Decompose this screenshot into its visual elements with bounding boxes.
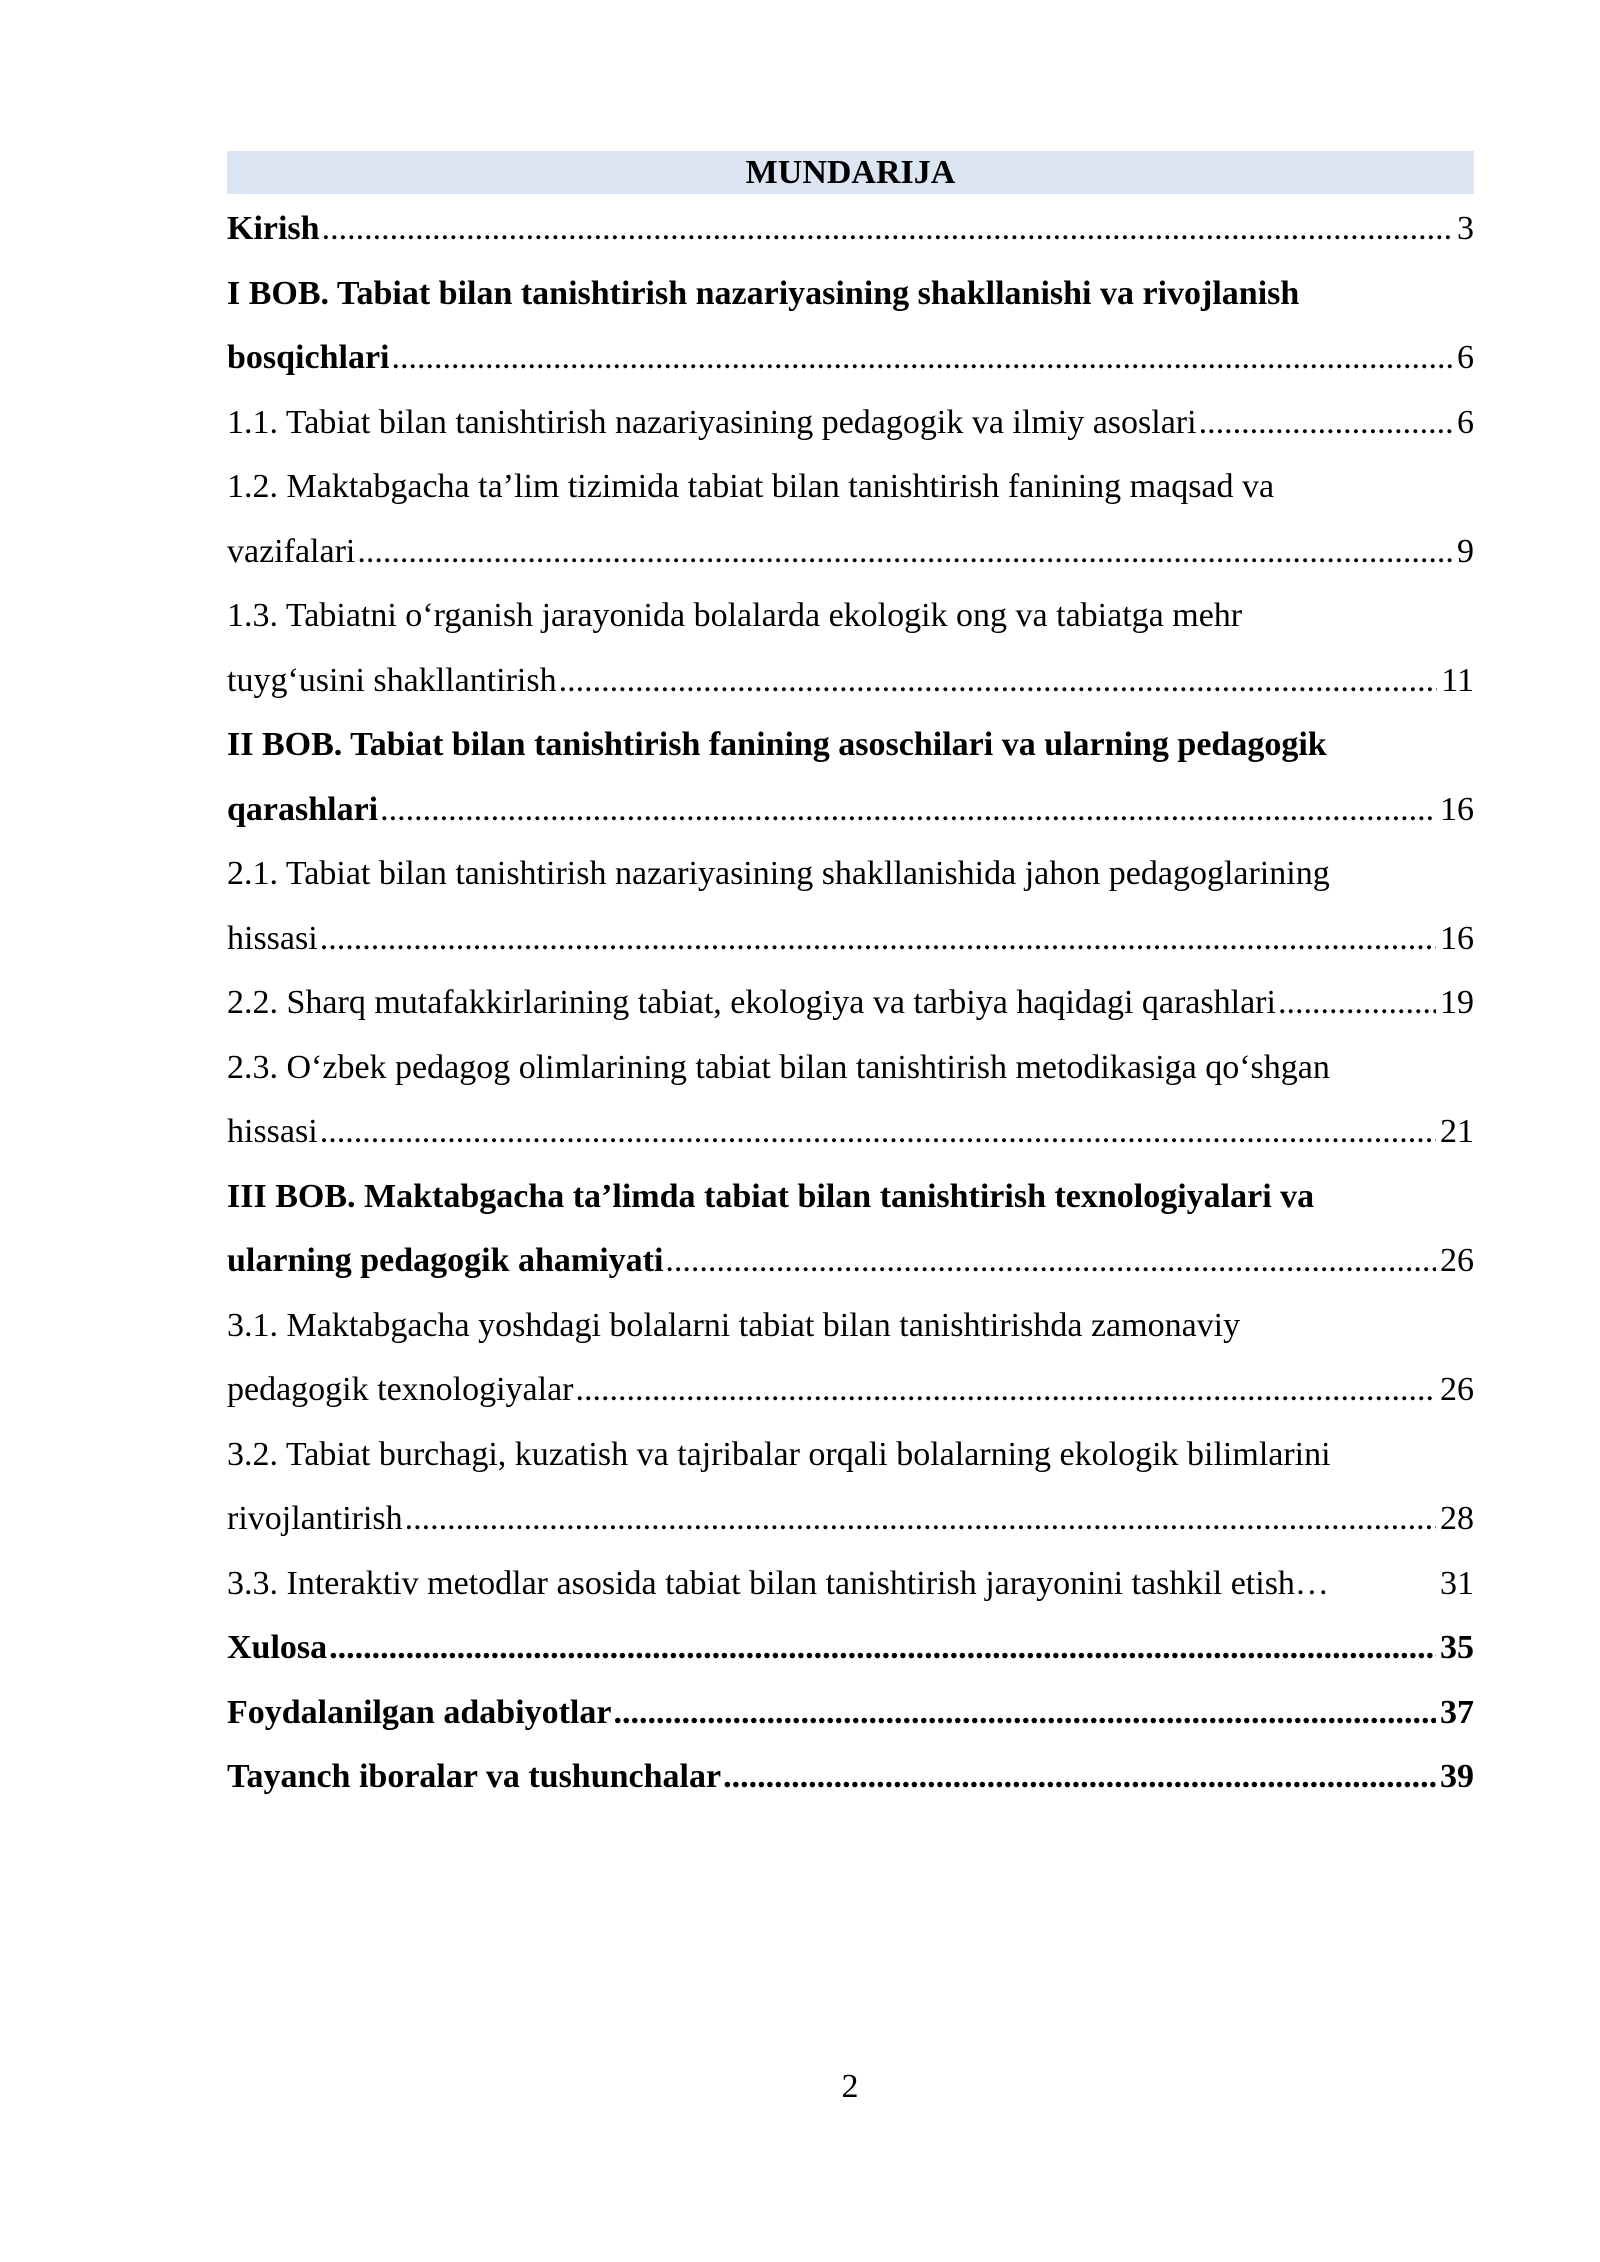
toc-entry-title: vazifalari xyxy=(227,532,356,570)
toc-dot-leader xyxy=(380,778,1436,843)
toc-page-number: 3 xyxy=(1457,210,1474,247)
toc-dot-leader xyxy=(329,1616,1436,1681)
toc-entry-title: pedagogik texnologiyalar xyxy=(227,1371,574,1408)
toc-entry[interactable] xyxy=(227,1036,1474,1165)
toc-page-number: 9 xyxy=(1457,532,1474,570)
toc-entry-title: ularning pedagogik ahamiyati xyxy=(227,1242,664,1279)
toc-entry-leader-line xyxy=(227,1745,1474,1810)
toc-page-number: 16 xyxy=(1440,790,1474,828)
toc-page-number: 6 xyxy=(1457,339,1474,376)
toc-entry-title: Foydalanilgan adabiyotlar xyxy=(227,1693,612,1731)
toc-dot-leader xyxy=(613,1681,1436,1746)
toc-entry-leader-line xyxy=(227,778,1474,843)
toc-entry-leader-line xyxy=(227,1681,1474,1746)
toc-entry[interactable] xyxy=(227,1294,1474,1423)
toc-entry-line: II BOB. Tabiat bilan tanishtirish fanining asoschilari va ularning pedagogik xyxy=(227,726,1327,763)
toc-entry-leader-line xyxy=(227,971,1474,1036)
toc-entry-line: 1.3. Tabiatni oʻrganish jarayonida bolalarda ekologik ong va tabiatga mehr xyxy=(227,597,1243,634)
toc-dot-leader xyxy=(723,1745,1436,1810)
toc-entry-title: Xulosa xyxy=(227,1629,328,1666)
toc-entry-title: hissasi xyxy=(227,1113,318,1150)
page-number: 2 xyxy=(841,2068,859,2105)
toc-entry[interactable] xyxy=(227,262,1474,391)
toc-entry-leader-line xyxy=(227,1100,1474,1165)
toc-entry-title: Tayanch iboralar va tushunchalar xyxy=(227,1758,722,1795)
toc-dot-leader xyxy=(665,1229,1436,1294)
toc-dot-leader xyxy=(320,1100,1436,1165)
toc-entry-line: I BOB. Tabiat bilan tanishtirish nazariyasining shakllanishi va rivojlanish xyxy=(227,274,1300,312)
toc-entry-title: 1.1. Tabiat bilan tanishtirish nazariyasining pedagogik va ilmiy asoslari xyxy=(227,403,1197,441)
toc-page-number: 21 xyxy=(1440,1113,1474,1150)
toc-entry[interactable] xyxy=(227,1681,1474,1746)
toc-entry-title: 3.3. Interaktiv metodlar asosida tabiat bilan tanishtirish jarayonini tashkil etish… xyxy=(227,1564,1329,1602)
toc-entry[interactable] xyxy=(227,971,1474,1036)
toc-entry[interactable] xyxy=(227,842,1474,971)
toc-entry-leader-line xyxy=(227,1616,1474,1681)
toc-dot-leader xyxy=(576,1358,1436,1423)
toc-page-number: 11 xyxy=(1441,661,1474,699)
toc-entry[interactable] xyxy=(227,1552,1474,1617)
toc-entry-line: 3.1. Maktabgacha yoshdagi bolalarni tabiat bilan tanishtirishda zamonaviy xyxy=(227,1306,1241,1344)
toc-entry-leader-line xyxy=(227,1229,1474,1294)
toc-entry-title: rivojlantirish xyxy=(227,1500,403,1537)
toc-entry-line: 2.1. Tabiat bilan tanishtirish nazariyasining shakllanishida jahon pedagoglarining xyxy=(227,855,1330,892)
toc-entry[interactable] xyxy=(227,1423,1474,1552)
toc-page-number: 37 xyxy=(1440,1693,1474,1731)
toc-entry-leader-line xyxy=(227,1358,1474,1423)
toc-dot-leader xyxy=(357,520,1453,585)
toc-entry[interactable] xyxy=(227,584,1474,713)
toc-page-number: 28 xyxy=(1440,1500,1474,1537)
table-of-contents xyxy=(227,151,1474,1810)
toc-entry[interactable] xyxy=(227,391,1474,456)
toc-entry-title: tuygʻusini shakllantirish xyxy=(227,661,557,699)
toc-entry-line: 1.2. Maktabgacha ta’lim tizimida tabiat bilan tanishtirish fanining maqsad va xyxy=(227,468,1275,505)
toc-dot-leader xyxy=(405,1487,1436,1552)
toc-entries xyxy=(227,197,1474,1810)
toc-entry[interactable] xyxy=(227,455,1474,584)
toc-entry-title: hissasi xyxy=(227,919,318,957)
toc-entry-line: 3.2. Tabiat burchagi, kuzatish va tajribalar orqali bolalarning ekologik bilimlarini xyxy=(227,1435,1331,1473)
toc-entry[interactable] xyxy=(227,197,1474,262)
toc-entry-leader-line xyxy=(227,326,1474,391)
toc-dot-leader xyxy=(322,197,1453,262)
toc-entry[interactable] xyxy=(227,1165,1474,1294)
toc-entry-line: 2.3. Oʻzbek pedagog olimlarining tabiat bilan tanishtirish metodikasiga qoʻshgan xyxy=(227,1048,1330,1086)
toc-dot-leader xyxy=(1278,971,1436,1036)
toc-page-number: 35 xyxy=(1440,1629,1474,1666)
toc-entry-title: Kirish xyxy=(227,210,320,247)
toc-entry[interactable] xyxy=(227,713,1474,842)
toc-dot-leader xyxy=(320,907,1436,972)
toc-entry-title: 2.2. Sharq mutafakkirlarining tabiat, ekologiya va tarbiya haqidagi qarashlari xyxy=(227,984,1276,1021)
toc-entry-leader-line xyxy=(227,1487,1474,1552)
toc-entry-title: qarashlari xyxy=(227,790,379,828)
toc-page-number: 31 xyxy=(1440,1564,1474,1602)
toc-entry-leader-line xyxy=(227,907,1474,972)
toc-entry-leader-line xyxy=(227,649,1474,714)
toc-page-number: 16 xyxy=(1440,919,1474,957)
toc-entry-title: bosqichlari xyxy=(227,339,390,376)
toc-page-number: 26 xyxy=(1440,1242,1474,1279)
toc-dot-leader xyxy=(1199,391,1453,456)
toc-entry[interactable] xyxy=(227,1616,1474,1681)
toc-title: MUNDARIJA xyxy=(227,151,1474,194)
toc-page-number: 26 xyxy=(1440,1371,1474,1408)
toc-entry-leader-line xyxy=(227,391,1474,456)
toc-dot-leader xyxy=(391,326,1453,391)
toc-entry-line: III BOB. Maktabgacha ta’limda tabiat bilan tanishtirish texnologiyalari va xyxy=(227,1177,1315,1215)
toc-dot-leader xyxy=(559,649,1438,714)
toc-entry-leader-line xyxy=(227,1552,1474,1617)
toc-page-number: 39 xyxy=(1440,1758,1474,1795)
toc-page-number: 6 xyxy=(1457,403,1474,441)
toc-entry[interactable] xyxy=(227,1745,1474,1810)
toc-entry-leader-line xyxy=(227,197,1474,262)
toc-page-number: 19 xyxy=(1440,984,1474,1021)
toc-entry-leader-line xyxy=(227,520,1474,585)
